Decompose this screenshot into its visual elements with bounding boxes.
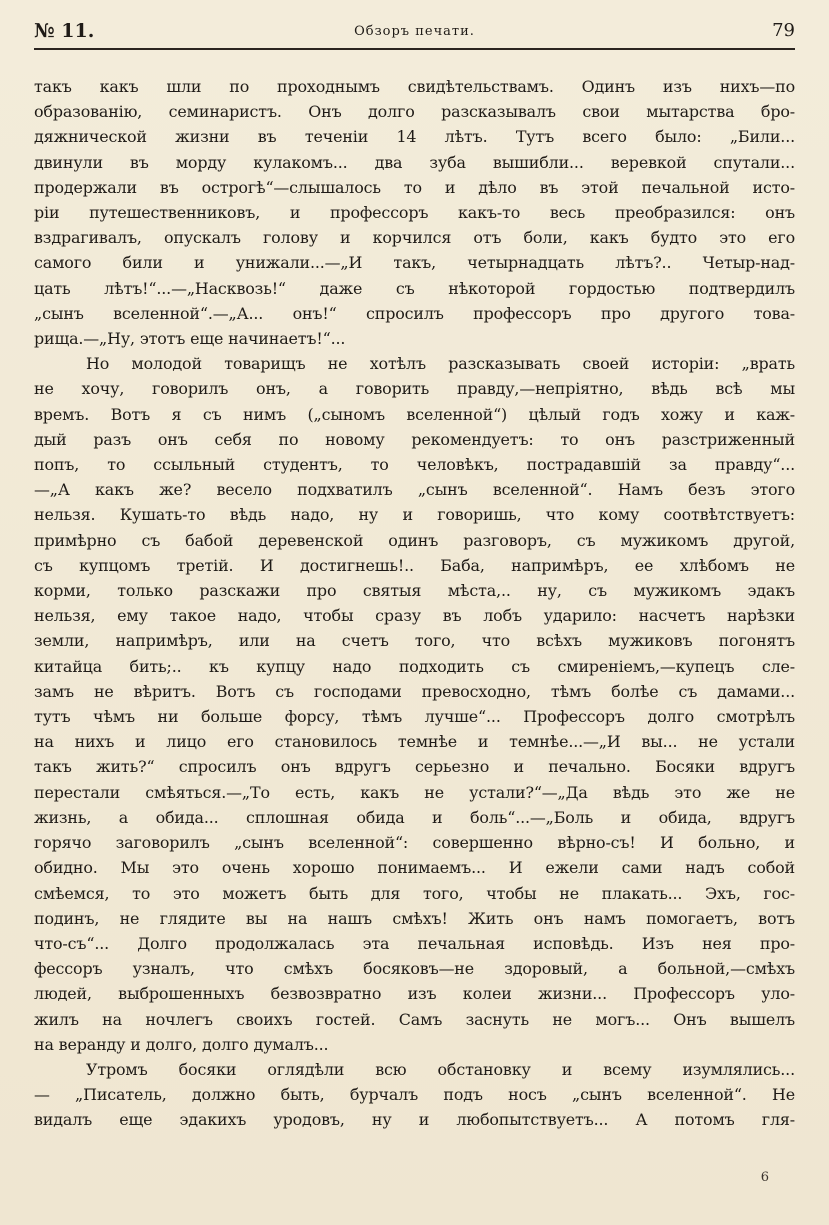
text-line: фессоръ узналъ, что смѣхъ босяковъ—не здоровый, а больной,—смѣхъ	[34, 959, 795, 979]
text-line: тутъ чѣмъ ни больше форсу, тѣмъ лучше“... Профессоръ долго смотрѣлъ	[34, 707, 795, 727]
text-line: времъ. Вотъ я съ нимъ („сыномъ вселенной“) цѣлый годъ хожу и каж-	[34, 404, 795, 424]
body-text	[34, 74, 795, 1133]
text-line: обидно. Мы это очень хорошо понимаемъ... И ежели сами надъ собой	[34, 858, 795, 878]
text-line: продержали въ острогѣ“—слышалось то и дѣло въ этой печальной исто-	[34, 177, 795, 197]
issue-number: № 11.	[34, 20, 95, 42]
text-line: такъ жить?“ спросилъ онъ вдругъ серьезно и печально. Босяки вдругъ	[34, 757, 795, 777]
text-line: —„А какъ же? весело подхватилъ „сынъ вселенной“. Намъ безъ этого	[34, 480, 795, 500]
text-line: видалъ еще эдакихъ уродовъ, ну и любопытствуетъ... А потомъ гля-	[34, 1110, 795, 1130]
running-title: Обзоръ печати.	[354, 24, 475, 39]
signature-mark: 6	[760, 1170, 769, 1185]
text-line: дяжнической жизни въ теченіи 14 лѣтъ. Тутъ всего было: „Били...	[34, 127, 795, 147]
text-line: попъ, то ссыльный студентъ, то человѣкъ, пострадавшій за правду“...	[34, 455, 795, 475]
text-line: китайца бить;.. къ купцу надо подходить съ смиреніемъ,—купецъ сле-	[34, 656, 795, 676]
text-line: примѣрно съ бабой деревенской одинъ разговоръ, съ мужикомъ другой,	[34, 530, 795, 550]
text-line: цать лѣтъ!“...—„Насквозь!“ даже съ нѣкоторой гордостью подтвердилъ	[34, 278, 795, 298]
text-line: жилъ на ночлегъ своихъ гостей. Самъ заснуть не могъ... Онъ вышелъ	[34, 1009, 795, 1029]
text-line: горячо заговорилъ „сынъ вселенной“: совершенно вѣрно-съ! И больно, и	[34, 833, 795, 853]
text-line: дый разъ онъ себя по новому рекомендуетъ: то онъ разстриженный	[34, 429, 795, 449]
text-line: людей, выброшенныхъ безвозвратно изъ колеи жизни... Профессоръ уло-	[34, 984, 795, 1004]
text-line: самого били и унижали...—„И такъ, четырнадцать лѣтъ?.. Четыр-над-	[34, 253, 795, 273]
text-line: вздрагивалъ, опускалъ голову и корчился отъ боли, какъ будто это его	[34, 228, 795, 248]
text-line: на нихъ и лицо его становилось темнѣе и темнѣе...—„И вы... не устали	[34, 732, 795, 752]
page-number: 79	[772, 20, 795, 41]
text-line: ріи путешественниковъ, и профессоръ какъ-то весь преобразился: онъ	[34, 203, 795, 223]
text-line: замъ не вѣритъ. Вотъ съ господами превосходно, тѣмъ болѣе съ дамами...	[34, 681, 795, 701]
page-header	[34, 18, 795, 50]
text-line: рища.—„Ну, этотъ еще начинаетъ!“...	[34, 329, 346, 349]
text-line: не хочу, говорилъ онъ, а говорить правду,—непріятно, вѣдь всѣ мы	[34, 379, 795, 399]
text-line: съ купцомъ третій. И достигнешь!.. Баба, напримѣръ, ее хлѣбомъ не	[34, 555, 795, 575]
text-line: перестали смѣяться.—„То есть, какъ не устали?“—„Да вѣдь это же не	[34, 782, 795, 802]
text-line: нельзя. Кушать-то вѣдь надо, ну и говоришь, что кому соотвѣтствуетъ:	[34, 505, 795, 525]
text-line: двинули въ морду кулакомъ... два зуба вышибли... веревкой спутали...	[34, 152, 795, 172]
text-line: „сынъ вселенной“.—„А... онъ!“ спросилъ профессоръ про другого това-	[34, 303, 795, 323]
text-line: — „Писатель, должно быть, бурчалъ подъ носъ „сынъ вселенной“. Не	[34, 1085, 795, 1105]
text-line: жизнь, а обида... сплошная обида и боль“...—„Боль и обида, вдругъ	[34, 807, 795, 827]
text-line: что-съ“... Долго продолжалась эта печальная исповѣдь. Изъ нея про-	[34, 933, 795, 953]
text-line: Утромъ босяки оглядѣли всю обстановку и всему изумлялись...	[86, 1059, 795, 1079]
text-line: смѣемся, то это можетъ быть для того, чтобы не плакать... Эхъ, гос-	[34, 883, 795, 903]
text-line: подинъ, не глядите вы на нашъ смѣхъ! Жить онъ намъ помогаетъ, вотъ	[34, 908, 795, 928]
text-line: земли, напримѣръ, или на счетъ того, что всѣхъ мужиковъ погонятъ	[34, 631, 795, 651]
text-line: образованію, семинаристъ. Онъ долго разсказывалъ свои мытарства бро-	[34, 102, 795, 122]
text-line: корми, только разскажи про святыя мѣста,.. ну, съ мужикомъ эдакъ	[34, 581, 795, 601]
text-line: такъ какъ шли по проходнымъ свидѣтельствамъ. Одинъ изъ нихъ—по	[34, 77, 795, 96]
text-line: Но молодой товарищъ не хотѣлъ разсказывать своей исторіи: „врать	[86, 354, 795, 374]
text-line: нельзя, ему такое надо, чтобы сразу въ лобъ ударило: насчетъ нарѣзки	[34, 606, 795, 626]
text-line: на веранду и долго, долго думалъ...	[34, 1034, 329, 1054]
